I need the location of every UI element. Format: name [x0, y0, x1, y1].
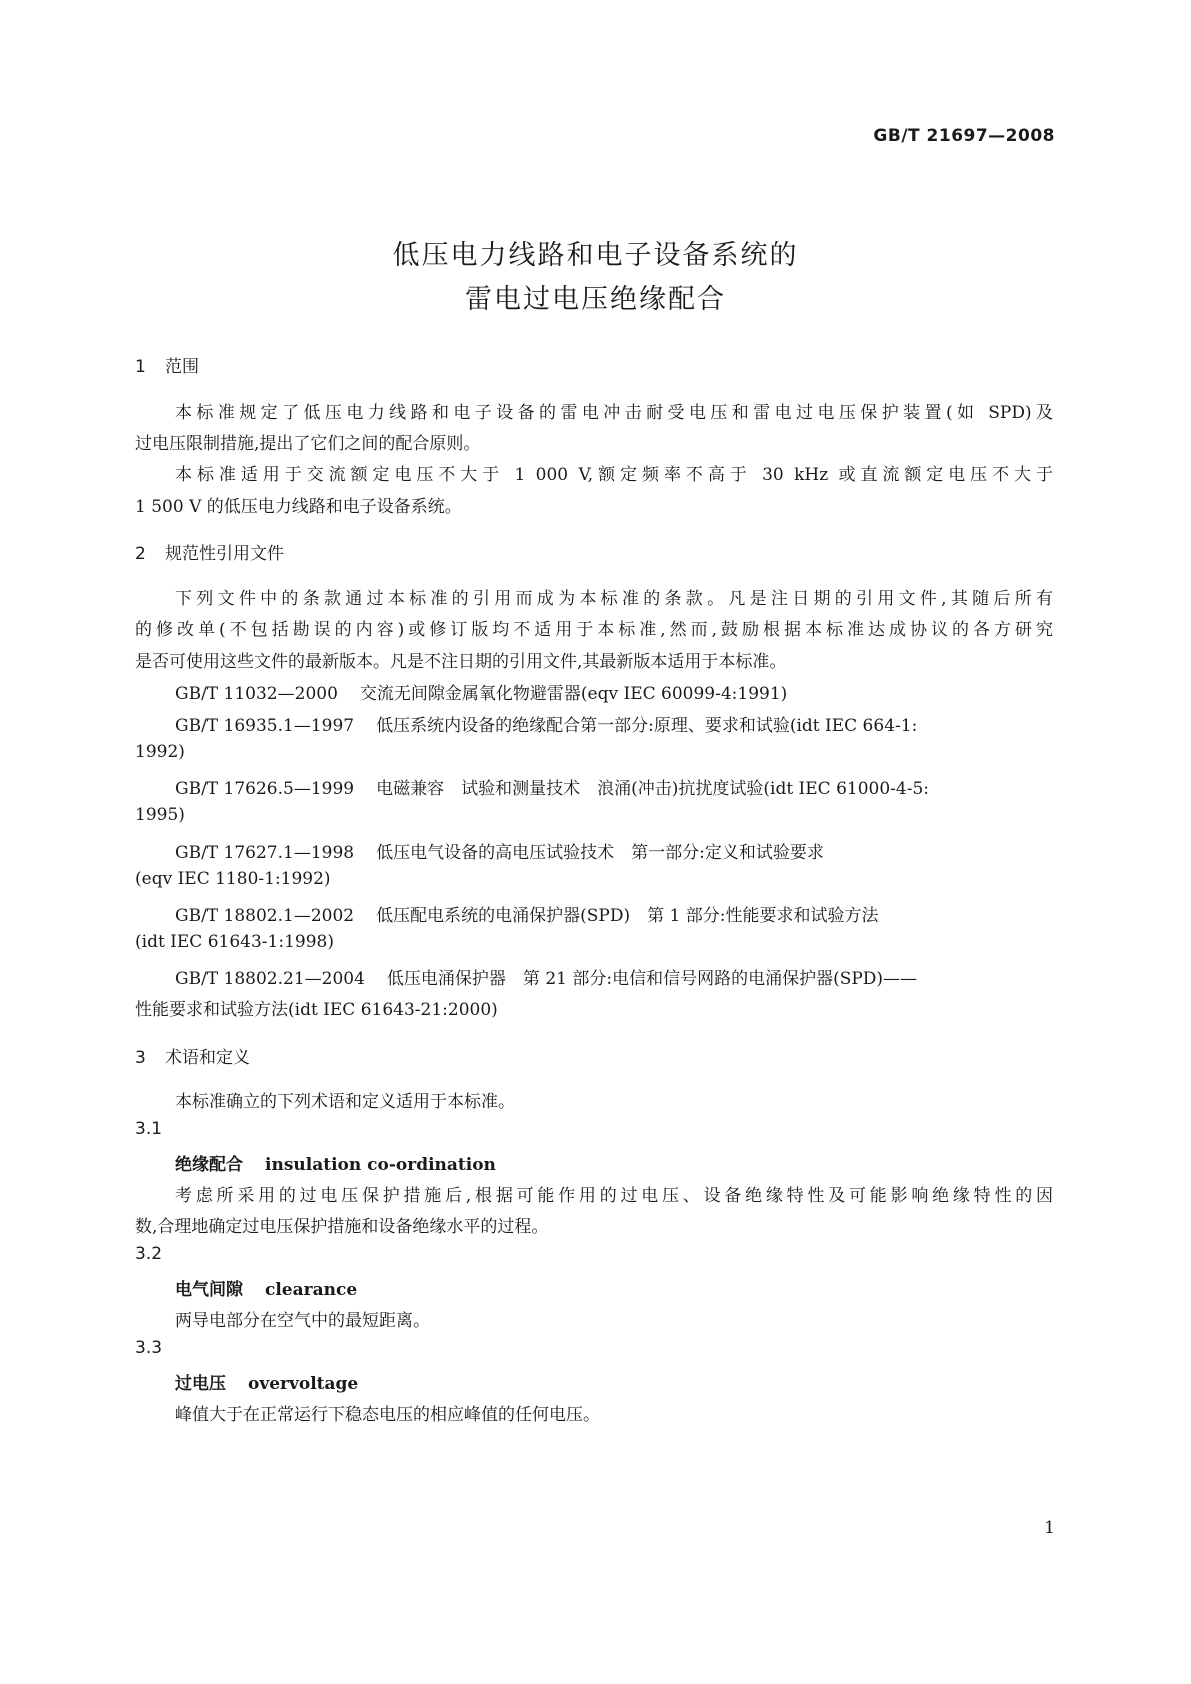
reference-continuation: (eqv IEC 1180-1:1992)	[135, 869, 331, 889]
reference-continuation: (idt IEC 61643-1:1998)	[135, 932, 334, 952]
reference-title: 交流无间隙金属氧化物避雷器(eqv IEC 60099-4:1991)	[359, 684, 788, 704]
paragraph-line: 本标准适用于交流额定电压不大于 1 000 V,额定频率不高于 30 kHz 或直流额定电压不大于	[175, 465, 1053, 485]
clause-number: 3.2	[135, 1244, 163, 1264]
reference-entry	[175, 838, 1053, 863]
term-english: overvoltage	[248, 1374, 359, 1394]
reference-code: GB/T 18802.1—2002	[175, 906, 355, 926]
paragraph-line: 过电压限制措施,提出了它们之间的配合原则。	[135, 434, 481, 454]
document-title-line-1: 低压电力线路和电子设备系统的	[392, 240, 799, 271]
term-chinese: 电气间隙	[175, 1280, 243, 1300]
term-entry	[175, 1275, 1053, 1300]
term-chinese: 绝缘配合	[175, 1155, 243, 1175]
clause-number: 3.1	[135, 1119, 163, 1139]
reference-code: GB/T 17627.1—1998	[175, 843, 355, 863]
paragraph-line: 是否可使用这些文件的最新版本。凡是不注日期的引用文件,其最新版本适用于本标准。	[135, 652, 787, 672]
reference-entry	[175, 711, 1053, 736]
section-3-heading	[135, 1043, 1053, 1068]
reference-entry	[175, 774, 1053, 799]
reference-title: 低压电涌保护器 第 21 部分:电信和信号网路的电涌保护器(SPD)——	[386, 969, 918, 989]
term-entry	[175, 1369, 1053, 1394]
term-english: clearance	[265, 1280, 358, 1300]
section-number: 3	[135, 1048, 146, 1068]
reference-code: GB/T 18802.21—2004	[175, 969, 365, 989]
reference-continuation: 性能要求和试验方法(idt IEC 61643-21:2000)	[135, 1000, 498, 1020]
term-english: insulation co-ordination	[265, 1155, 496, 1175]
section-1-heading	[135, 352, 1053, 377]
definition-line: 峰值大于在正常运行下稳态电压的相应峰值的任何电压。	[175, 1405, 600, 1425]
reference-code: GB/T 16935.1—1997	[175, 716, 355, 736]
reference-title: 低压电气设备的高电压试验技术 第一部分:定义和试验要求	[376, 843, 824, 863]
reference-code: GB/T 17626.5—1999	[175, 779, 355, 799]
paragraph-line: 的修改单(不包括勘误的内容)或修订版均不适用于本标准,然而,鼓励根据本标准达成协议的各方研究	[135, 620, 1053, 640]
term-chinese: 过电压	[175, 1374, 226, 1394]
reference-title: 低压系统内设备的绝缘配合第一部分:原理、要求和试验(idt IEC 664-1:	[376, 716, 918, 736]
reference-entry	[175, 901, 1053, 926]
page-number: 1	[1044, 1518, 1055, 1538]
paragraph-line: 下列文件中的条款通过本标准的引用而成为本标准的条款。凡是注日期的引用文件,其随后所有	[175, 589, 1053, 609]
reference-entry	[175, 964, 1053, 989]
section-number: 1	[135, 357, 146, 377]
definition-line: 数,合理地确定过电压保护措施和设备绝缘水平的过程。	[135, 1217, 549, 1237]
reference-title: 低压配电系统的电涌保护器(SPD) 第 1 部分:性能要求和试验方法	[376, 906, 879, 926]
section-title: 规范性引用文件	[165, 544, 284, 564]
reference-code: GB/T 11032—2000	[175, 684, 338, 704]
reference-entry	[175, 679, 1053, 704]
document-code: GB/T 21697—2008	[873, 126, 1055, 146]
reference-continuation: 1992)	[135, 742, 185, 762]
definition-line: 两导电部分在空气中的最短距离。	[175, 1311, 430, 1331]
clause-number: 3.3	[135, 1338, 163, 1358]
section-2-heading	[135, 539, 1053, 564]
reference-title: 电磁兼容 试验和测量技术 浪涌(冲击)抗扰度试验(idt IEC 61000-4-5:	[376, 779, 930, 799]
paragraph-line: 1 500 V 的低压电力线路和电子设备系统。	[135, 497, 462, 517]
document-title-line-2: 雷电过电压绝缘配合	[465, 284, 726, 315]
section-number: 2	[135, 544, 146, 564]
section-title: 范围	[165, 357, 199, 377]
section-title: 术语和定义	[165, 1048, 250, 1068]
paragraph-line: 本标准确立的下列术语和定义适用于本标准。	[175, 1092, 515, 1112]
reference-continuation: 1995)	[135, 805, 185, 825]
paragraph-line: 本标准规定了低压电力线路和电子设备的雷电冲击耐受电压和雷电过电压保护装置(如 SPD)及	[175, 403, 1053, 423]
term-entry	[175, 1150, 1053, 1175]
definition-line: 考虑所采用的过电压保护措施后,根据可能作用的过电压、设备绝缘特性及可能影响绝缘特性的因	[175, 1186, 1053, 1206]
